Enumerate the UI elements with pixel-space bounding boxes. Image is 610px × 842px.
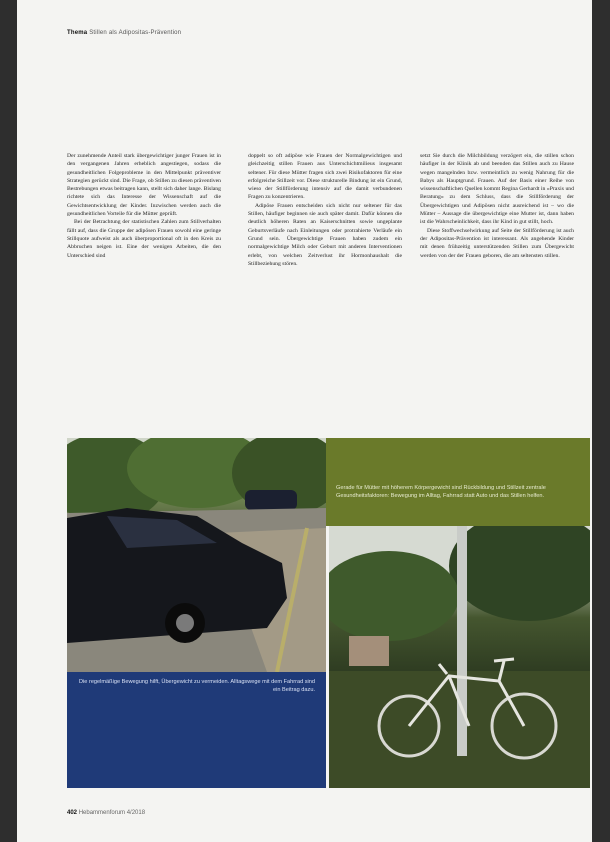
column-1 [67, 152, 221, 260]
page-number: 402 [67, 810, 78, 816]
caption-text: Gerade für Mütter mit höherem Körpergewicht sind Rückbildung und Stillzeit zentrale Gesundheitsfaktoren: Bewegung im Alltag, Fahrrad statt Auto und das Stillen helfen. [336, 485, 546, 499]
running-head [67, 30, 181, 36]
column-3 [420, 152, 574, 260]
magazine-page [17, 0, 592, 842]
caption-text: Die regelmäßige Bewegung hilft, Übergewicht zu vermeiden. Alltagswege mit dem Fahrrad sind ein Beitrag dazu. [79, 679, 315, 693]
column-2 [248, 152, 402, 268]
paragraph: setzt Sie durch die Milchbildung verzögert ein, die stillen schon häufiger in der Klinik ab und beenden das Stillen auch zu Hause wegen mangelnden bzw. vermeintlich zu wenig Nahrung für die Babys als Hauptgrund. Frauen. Auf der Basis einer Reihe von wissenschaftlichen Quellen kommt Regina Gerhardt in »Praxis und Beratung« zu dem Schluss, dass die Stillförderung der Übergewichtigen und Adipösen nicht ausreichend ist – wo die Mütter – Aussage die übergewichtige eine Mutter ist, dann haben ist die Wahrscheinlichkeit, dass ihr Kind in gut stillt, hoch. [420, 153, 574, 226]
bicycle-photo [329, 526, 590, 788]
journal-name: Hebammenforum 4/2018 [78, 810, 146, 816]
caption-box-green [326, 438, 590, 526]
paragraph: Der zunehmende Anteil stark übergewichtiger junger Frauen ist in den vergangenen Jahren erheblich angestiegen, sodass die gesundheitlichen Folgeprobleme in den Mittelpunkt präventiver Strategien gerückt sind. Die Frage, ob Stillen zu diesen präventiven Bestrebungen etwas beitragen kann, stellt sich daher lange. Bislang richtete sich das Interesse der Wissenschaft auf die Gewichtsentwicklung der Kinder. Inzwischen werden auch die gesundheitlichen Vorteile für die Mütter geprüft. [67, 153, 221, 218]
paragraph: Diese Stoffwechselwirkung auf Seite der Stillförderung ist auch der Adipositas-Prävention ist interessant. Als angehende Kinder mit denen frühzeitig unterstützenden Stillen zum Übergewicht werden von der der Frauen geboren, die am seltensten stillen. [420, 227, 574, 259]
paragraph: Adipöse Frauen entscheiden sich nicht nur seltener für das Stillen, häufiger beginnen sie auch später damit. Dafür können die deutlich höheren Raten an Kaiserschnitten sowie ungeplante Geburtsverläufe nach Einleitungen oder protrahierte Verläufe ein Grund sein. Übergewichtige Frauen haben zudem ein normalgewichtige Milch oder Geburt mit anderen Interventionen erlebt, von welchen Zeitverlust ihr Hormonhaushalt die Stillbeziehung stören. [248, 202, 402, 267]
bicycle-illustration [329, 526, 590, 788]
photo-spread [67, 438, 590, 790]
parked-car-photo [67, 438, 326, 788]
caption-box-blue [67, 672, 326, 788]
topic-label: Stillen als Adipositas-Prävention [89, 30, 182, 36]
paragraph: doppelt so oft adipöse wie Frauen der Normalgewichtigen und gleichzeitig stillen Frauen aus Unterschichtmilieus insgesamt seltener. Für diese Mütter fragen sich zwei Risikofaktoren für eine erfolgreiche Stillzeit vor. Diese strukturelle Bindung ist ein Grund, wieso der Stillförderung intensiv auf die damit verbundenen Fragen zu konzentrieren. [248, 153, 402, 201]
section-label: Thema [67, 30, 88, 36]
paragraph: Bei der Betrachtung der statistischen Zahlen zum Stillverhalten fällt auf, dass die Gruppe der adipösen Frauen sowohl eine geringe Stillquote aufweist als auch überproportional oft in den Kreis zu Abbruchen neigen ist. Eine der wenigen Arbeiten, die den Unterschied sind [67, 219, 221, 259]
page-footer [67, 810, 145, 816]
